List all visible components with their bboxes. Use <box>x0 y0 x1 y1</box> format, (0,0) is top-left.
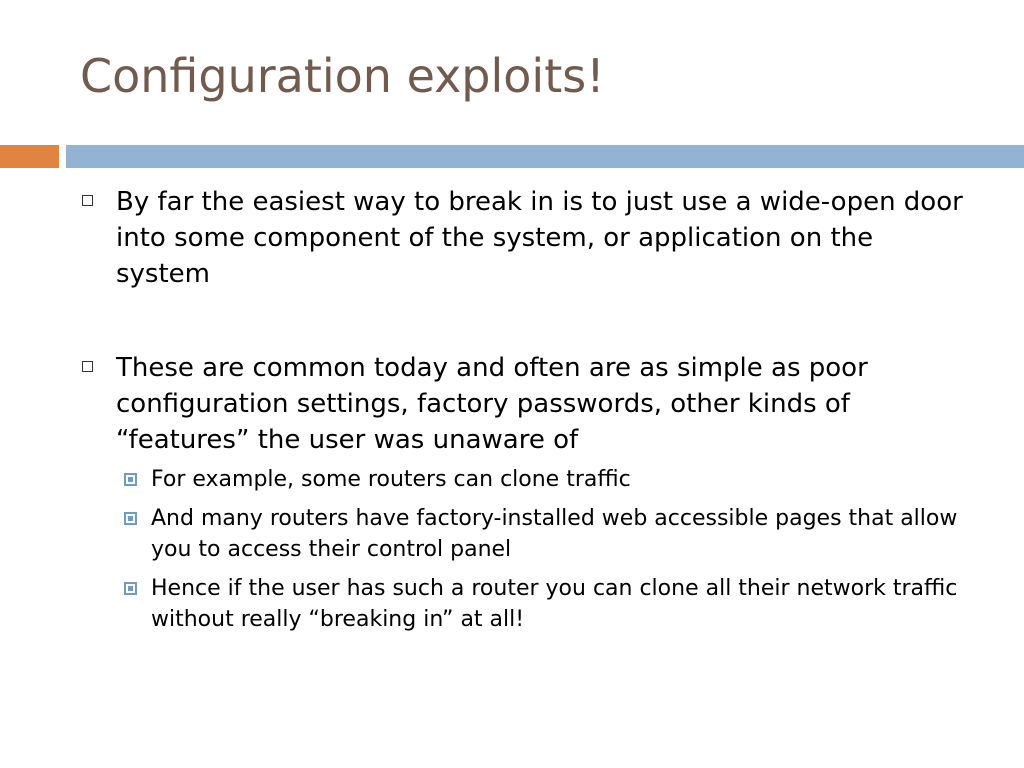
sub-bullet-list <box>80 464 970 635</box>
filled-square-icon <box>124 582 137 595</box>
filled-square-icon <box>124 473 137 486</box>
slide-title: Configuration exploits! <box>80 49 605 103</box>
accent-bar-blue <box>66 145 1024 168</box>
sub-bullet-text: Hence if the user has such a router you can clone all their network traffic without really “breaking in” at all! <box>151 576 958 632</box>
bullet-text: These are common today and often are as simple as poor configuration settings, factory passwords, other kinds of “features” the user was unaware of <box>116 353 868 455</box>
bullet-item <box>80 184 970 292</box>
sub-bullet-item <box>116 464 970 495</box>
filled-square-icon <box>124 512 137 525</box>
hollow-square-icon <box>82 195 93 206</box>
bullet-text: By far the easiest way to break in is to just use a wide-open door into some component of the system, or application on the system <box>116 187 963 289</box>
accent-bar-orange <box>0 145 59 168</box>
slide-content <box>80 184 970 643</box>
sub-bullet-text: For example, some routers can clone traffic <box>151 467 631 492</box>
sub-bullet-item <box>116 573 970 635</box>
bullet-item <box>80 350 970 458</box>
sub-bullet-item <box>116 503 970 565</box>
hollow-square-icon <box>82 361 93 372</box>
sub-bullet-text: And many routers have factory-installed web accessible pages that allow you to access their control panel <box>151 506 958 562</box>
